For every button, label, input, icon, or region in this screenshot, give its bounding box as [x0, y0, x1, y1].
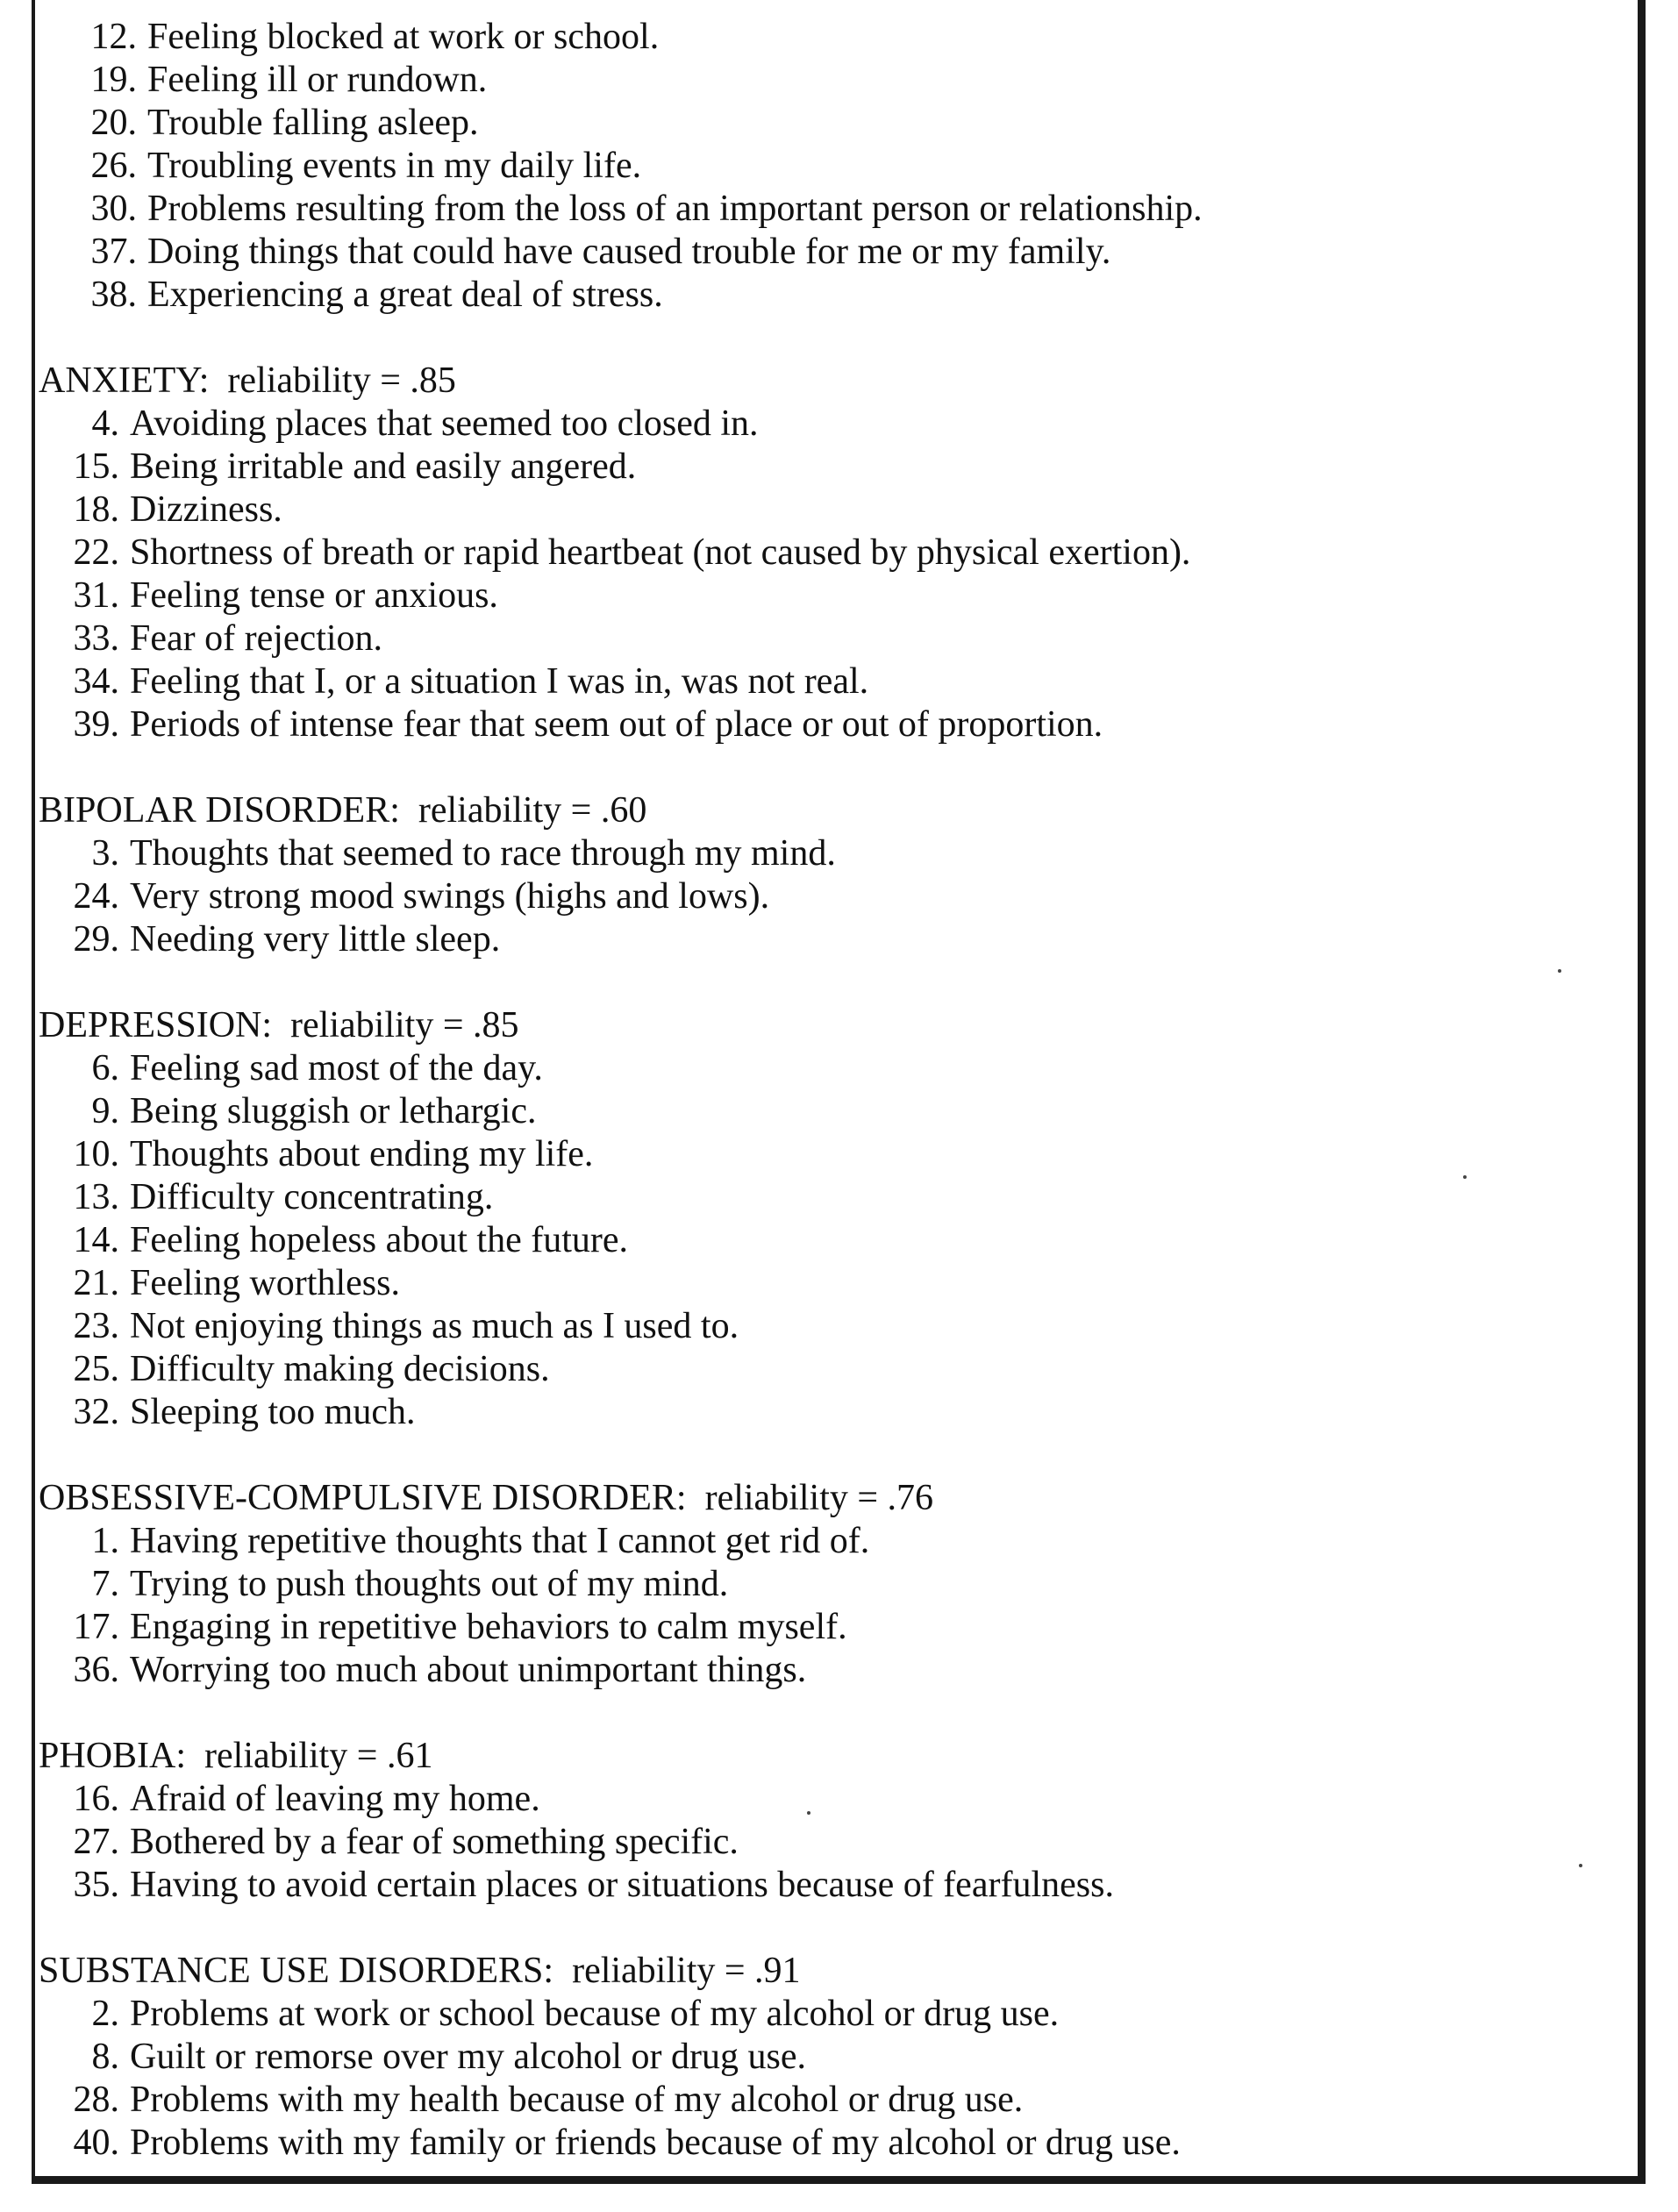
- item-number: 14 .: [39, 1219, 130, 1262]
- item-number: 39 .: [39, 703, 130, 746]
- list-item: [39, 102, 1617, 145]
- list-item: [39, 1864, 1617, 1907]
- list-item: [39, 2036, 1617, 2079]
- item-number: 36 .: [39, 1649, 130, 1692]
- list-item: [39, 1090, 1617, 1133]
- item-number: 30 .: [39, 188, 147, 231]
- item-number: 3 .: [39, 832, 130, 875]
- item-number: 26 .: [39, 145, 147, 188]
- item-text: Afraid of leaving my home.: [130, 1779, 540, 1819]
- item-text: Doing things that could have caused trouble for me or my family.: [147, 232, 1111, 272]
- list-item: [39, 617, 1617, 660]
- section-obsessive-compulsive-disorder: [39, 1477, 1617, 1692]
- list-item: [39, 59, 1617, 102]
- item-number: 31 .: [39, 574, 130, 617]
- scan-speck: [1579, 1864, 1582, 1867]
- item-number: 8 .: [39, 2036, 130, 2079]
- item-number: 16 .: [39, 1778, 130, 1821]
- section-phobia: [39, 1735, 1617, 1907]
- list-item: [39, 1176, 1617, 1219]
- item-text: Feeling tense or anxious.: [130, 575, 498, 616]
- item-text: Worrying too much about unimportant things.: [130, 1650, 807, 1690]
- list-item: [39, 875, 1617, 918]
- item-number: 6 .: [39, 1047, 130, 1090]
- item-text: Bothered by a fear of something specific.: [130, 1822, 739, 1862]
- list-item: [39, 832, 1617, 875]
- item-number: 20 .: [39, 102, 147, 145]
- list-item: [39, 1606, 1617, 1649]
- list-item: [39, 1219, 1617, 1262]
- item-number: 2 .: [39, 1993, 130, 2036]
- item-text: Fear of rejection.: [130, 618, 383, 659]
- section-header: PHOBIA: reliability = .61: [39, 1736, 433, 1776]
- section-continued-items: [39, 16, 1617, 317]
- item-text: Guilt or remorse over my alcohol or drug use.: [130, 2037, 806, 2077]
- item-text: Periods of intense fear that seem out of place or out of proportion.: [130, 704, 1103, 745]
- list-item: [39, 703, 1617, 746]
- item-text: Having repetitive thoughts that I cannot get rid of.: [130, 1521, 870, 1561]
- list-item: [39, 1520, 1617, 1563]
- scan-speck: [1463, 1175, 1467, 1179]
- section-bipolar-disorder: [39, 789, 1617, 961]
- section-anxiety: [39, 360, 1617, 746]
- item-text: Trying to push thoughts out of my mind.: [130, 1564, 729, 1604]
- section-substance-use-disorders: [39, 1950, 1617, 2165]
- item-number: 12 .: [39, 16, 147, 59]
- item-number: 1 .: [39, 1520, 130, 1563]
- list-item: [39, 1993, 1617, 2036]
- item-number: 19 .: [39, 59, 147, 102]
- item-text: Difficulty concentrating.: [130, 1177, 494, 1217]
- item-number: 33 .: [39, 617, 130, 660]
- list-item: [39, 1563, 1617, 1606]
- list-item: [39, 446, 1617, 489]
- item-number: 24 .: [39, 875, 130, 918]
- list-item: [39, 1649, 1617, 1692]
- item-text: Feeling worthless.: [130, 1263, 400, 1303]
- item-text: Feeling ill or rundown.: [147, 60, 488, 100]
- document-body: [39, 16, 1617, 2165]
- item-text: Avoiding places that seemed too closed in.: [130, 403, 759, 444]
- list-item: [39, 1262, 1617, 1305]
- item-number: 32 .: [39, 1391, 130, 1434]
- section-header: OBSESSIVE-COMPULSIVE DISORDER: reliability = .76: [39, 1478, 934, 1518]
- list-item: [39, 1133, 1617, 1176]
- list-item: [39, 1305, 1617, 1348]
- item-number: 17 .: [39, 1606, 130, 1649]
- list-item: [39, 145, 1617, 188]
- item-text: Thoughts about ending my life.: [130, 1134, 594, 1174]
- list-item: [39, 231, 1617, 274]
- item-number: 35 .: [39, 1864, 130, 1907]
- item-text: Problems with my family or friends because of my alcohol or drug use.: [130, 2123, 1181, 2163]
- item-text: Troubling events in my daily life.: [147, 146, 642, 186]
- item-text: Feeling sad most of the day.: [130, 1048, 543, 1088]
- item-number: 38 .: [39, 274, 147, 317]
- item-number: 29 .: [39, 918, 130, 961]
- item-number: 9 .: [39, 1090, 130, 1133]
- item-text: Sleeping too much.: [130, 1392, 416, 1432]
- list-item: [39, 1047, 1617, 1090]
- item-text: Experiencing a great deal of stress.: [147, 275, 663, 315]
- item-number: 34 .: [39, 660, 130, 703]
- item-number: 27 .: [39, 1821, 130, 1864]
- item-text: Problems resulting from the loss of an important person or relationship.: [147, 189, 1203, 229]
- list-item: [39, 532, 1617, 574]
- item-number: 40 .: [39, 2122, 130, 2165]
- item-number: 22 .: [39, 532, 130, 574]
- item-text: Needing very little sleep.: [130, 919, 501, 960]
- item-text: Very strong mood swings (highs and lows).: [130, 876, 770, 917]
- list-item: [39, 274, 1617, 317]
- item-text: Dizziness.: [130, 489, 282, 530]
- section-header: DEPRESSION: reliability = .85: [39, 1005, 519, 1045]
- item-text: Engaging in repetitive behaviors to calm myself.: [130, 1607, 847, 1647]
- item-text: Feeling hopeless about the future.: [130, 1220, 629, 1260]
- item-text: Thoughts that seemed to race through my mind.: [130, 833, 836, 874]
- list-item: [39, 918, 1617, 961]
- section-header: BIPOLAR DISORDER: reliability = .60: [39, 790, 647, 831]
- item-number: 23 .: [39, 1305, 130, 1348]
- list-item: [39, 489, 1617, 532]
- section-header: SUBSTANCE USE DISORDERS: reliability = .91: [39, 1951, 801, 1991]
- item-text: Trouble falling asleep.: [147, 103, 479, 143]
- item-number: 18 .: [39, 489, 130, 532]
- list-item: [39, 1391, 1617, 1434]
- list-item: [39, 2079, 1617, 2122]
- item-number: 37 .: [39, 231, 147, 274]
- item-text: Feeling blocked at work or school.: [147, 17, 660, 57]
- item-number: 4 .: [39, 403, 130, 446]
- list-item: [39, 1778, 1617, 1821]
- item-number: 13 .: [39, 1176, 130, 1219]
- list-item: [39, 16, 1617, 59]
- item-text: Feeling that I, or a situation I was in, was not real.: [130, 661, 869, 702]
- item-number: 28 .: [39, 2079, 130, 2122]
- section-depression: [39, 1004, 1617, 1434]
- scan-speck: [807, 1811, 810, 1815]
- item-number: 21 .: [39, 1262, 130, 1305]
- list-item: [39, 1348, 1617, 1391]
- item-text: Being sluggish or lethargic.: [130, 1091, 537, 1131]
- item-number: 15 .: [39, 446, 130, 489]
- list-item: [39, 403, 1617, 446]
- scan-speck: [1558, 969, 1561, 973]
- item-number: 7 .: [39, 1563, 130, 1606]
- item-text: Difficulty making decisions.: [130, 1349, 550, 1389]
- item-text: Not enjoying things as much as I used to.: [130, 1306, 739, 1346]
- list-item: [39, 1821, 1617, 1864]
- item-number: 25 .: [39, 1348, 130, 1391]
- section-header: ANXIETY: reliability = .85: [39, 360, 456, 401]
- item-text: Shortness of breath or rapid heartbeat (not caused by physical exertion).: [130, 532, 1191, 573]
- list-item: [39, 2122, 1617, 2165]
- item-text: Problems at work or school because of my alcohol or drug use.: [130, 1994, 1060, 2034]
- list-item: [39, 574, 1617, 617]
- item-text: Problems with my health because of my alcohol or drug use.: [130, 2080, 1024, 2120]
- item-number: 10 .: [39, 1133, 130, 1176]
- item-text: Being irritable and easily angered.: [130, 446, 637, 487]
- list-item: [39, 188, 1617, 231]
- list-item: [39, 660, 1617, 703]
- item-text: Having to avoid certain places or situations because of fearfulness.: [130, 1865, 1114, 1905]
